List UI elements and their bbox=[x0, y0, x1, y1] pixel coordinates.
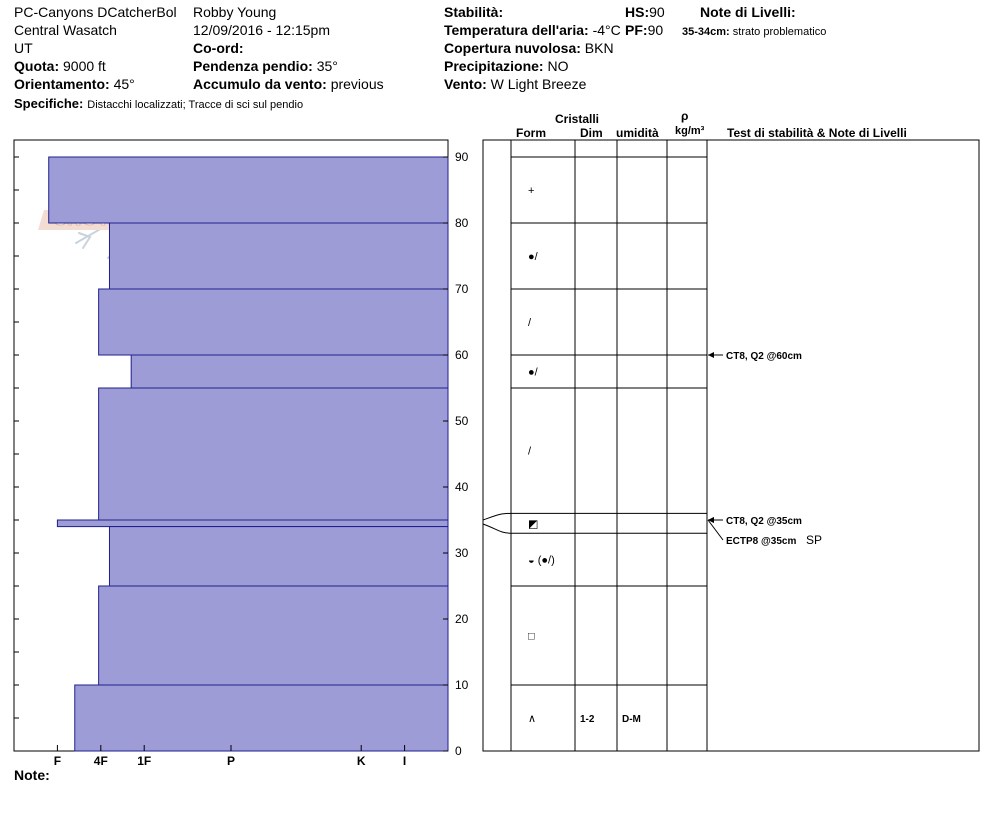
hardness-bar bbox=[99, 289, 448, 355]
y-tick-label: 20 bbox=[455, 612, 469, 626]
hardness-label: 1F bbox=[137, 754, 152, 768]
y-tick-label: 50 bbox=[455, 414, 469, 428]
hardness-bar bbox=[131, 355, 448, 388]
crystal-form: □ bbox=[528, 630, 535, 643]
test-leader bbox=[708, 520, 723, 540]
hardness-bar bbox=[57, 520, 448, 527]
air-temp-value: -4°C bbox=[592, 22, 621, 38]
wind-value: W Light Breeze bbox=[490, 76, 587, 92]
test-extra: SP bbox=[806, 533, 823, 547]
stability-label: Stabilità: bbox=[444, 4, 504, 20]
crystal-form: + bbox=[528, 185, 535, 197]
slope-value: 35° bbox=[316, 58, 338, 74]
y-tick-label: 60 bbox=[455, 348, 469, 362]
hardness-bar bbox=[99, 388, 448, 520]
location: PC-Canyons DCatcherBol bbox=[14, 4, 177, 20]
y-tick-label: 10 bbox=[455, 678, 469, 692]
range: Central Wasatch bbox=[14, 22, 117, 38]
hardness-bar bbox=[109, 527, 448, 586]
wind-loading-label: Accumulo da vento: bbox=[193, 76, 327, 92]
datetime: 12/09/2016 - 12:15pm bbox=[193, 22, 330, 38]
y-tick-label: 80 bbox=[455, 216, 469, 230]
dim-header: Dim bbox=[580, 126, 603, 140]
y-tick-label: 0 bbox=[455, 744, 462, 758]
layer-notes-title: Note di Livelli: bbox=[700, 4, 796, 20]
test-arrow bbox=[708, 517, 714, 523]
aspect-value: 45° bbox=[113, 76, 135, 92]
density-header: kg/m³ bbox=[675, 125, 705, 137]
y-tick-label: 70 bbox=[455, 282, 469, 296]
stability-test: ECTP8 @35cm bbox=[726, 536, 797, 547]
crystal-form: ●/ bbox=[528, 366, 538, 379]
strata-table-frame bbox=[483, 140, 979, 751]
layer-note-depth: 35-34cm: bbox=[682, 26, 730, 38]
crystal-form: ◒ (●/) bbox=[528, 554, 555, 567]
crystal-moisture: D-M bbox=[622, 714, 641, 725]
stability-test: CT8, Q2 @35cm bbox=[726, 516, 802, 527]
crystal-dim: 1-2 bbox=[580, 714, 595, 725]
wind-loading-value: previous bbox=[330, 76, 384, 92]
observer: Robby Young bbox=[193, 4, 277, 20]
pf-label: PF: bbox=[625, 22, 648, 38]
state: UT bbox=[14, 40, 33, 56]
tests-header: Test di stabilità & Note di Livelli bbox=[727, 126, 907, 140]
hardness-bar bbox=[75, 685, 448, 751]
slope-label: Pendenza pendio: bbox=[193, 58, 313, 74]
hardness-label: I bbox=[402, 754, 407, 768]
hardness-label: 4F bbox=[93, 754, 108, 768]
notes-label: Note: bbox=[14, 767, 50, 783]
coord-label: Co-ord: bbox=[193, 40, 244, 56]
crystal-form: ●/ bbox=[528, 251, 538, 263]
hs-value: 90 bbox=[649, 4, 665, 20]
rho-header: ρ bbox=[681, 109, 689, 123]
moisture-header: umidità bbox=[616, 126, 659, 140]
crystal-form: / bbox=[528, 445, 532, 458]
elevation-label: Quota: bbox=[14, 58, 60, 74]
precip-value: NO bbox=[547, 58, 569, 74]
sky-value: BKN bbox=[584, 40, 614, 56]
form-header: Form bbox=[516, 126, 546, 140]
y-tick-label: 90 bbox=[455, 150, 469, 164]
precip-label: Precipitazione: bbox=[444, 58, 544, 74]
hardness-label: P bbox=[226, 754, 236, 768]
hardness-bar bbox=[49, 157, 448, 223]
elevation-value: 9000 ft bbox=[63, 58, 106, 74]
hardness-bar bbox=[99, 586, 448, 685]
strata-connector bbox=[483, 513, 511, 520]
wind-label: Vento: bbox=[444, 76, 487, 92]
crystals-header: Cristalli bbox=[555, 112, 600, 126]
aspect-label: Orientamento: bbox=[14, 76, 110, 92]
crystal-form: ◩ bbox=[528, 518, 539, 531]
crystal-form: / bbox=[528, 317, 532, 329]
hardness-label: F bbox=[53, 754, 62, 768]
air-temp-label: Temperatura dell'aria: bbox=[444, 22, 589, 38]
sky-label: Copertura nuvolosa: bbox=[444, 40, 581, 56]
strata-connector bbox=[483, 524, 511, 533]
hardness-label: K bbox=[356, 754, 366, 768]
stability-test: CT8, Q2 @60cm bbox=[726, 351, 802, 362]
y-tick-label: 40 bbox=[455, 480, 469, 494]
layer-note-text: strato problematico bbox=[732, 26, 827, 38]
pf-value: 90 bbox=[647, 22, 664, 38]
hs-label: HS: bbox=[625, 4, 650, 20]
y-tick-label: 30 bbox=[455, 546, 469, 560]
specifics-label: Specifiche: bbox=[14, 96, 84, 111]
specifics-value: Distacchi localizzati; Tracce di sci sul pendio bbox=[87, 99, 304, 111]
crystal-form: ∧ bbox=[528, 713, 537, 725]
test-arrow bbox=[708, 352, 714, 358]
hardness-bar bbox=[109, 223, 448, 289]
